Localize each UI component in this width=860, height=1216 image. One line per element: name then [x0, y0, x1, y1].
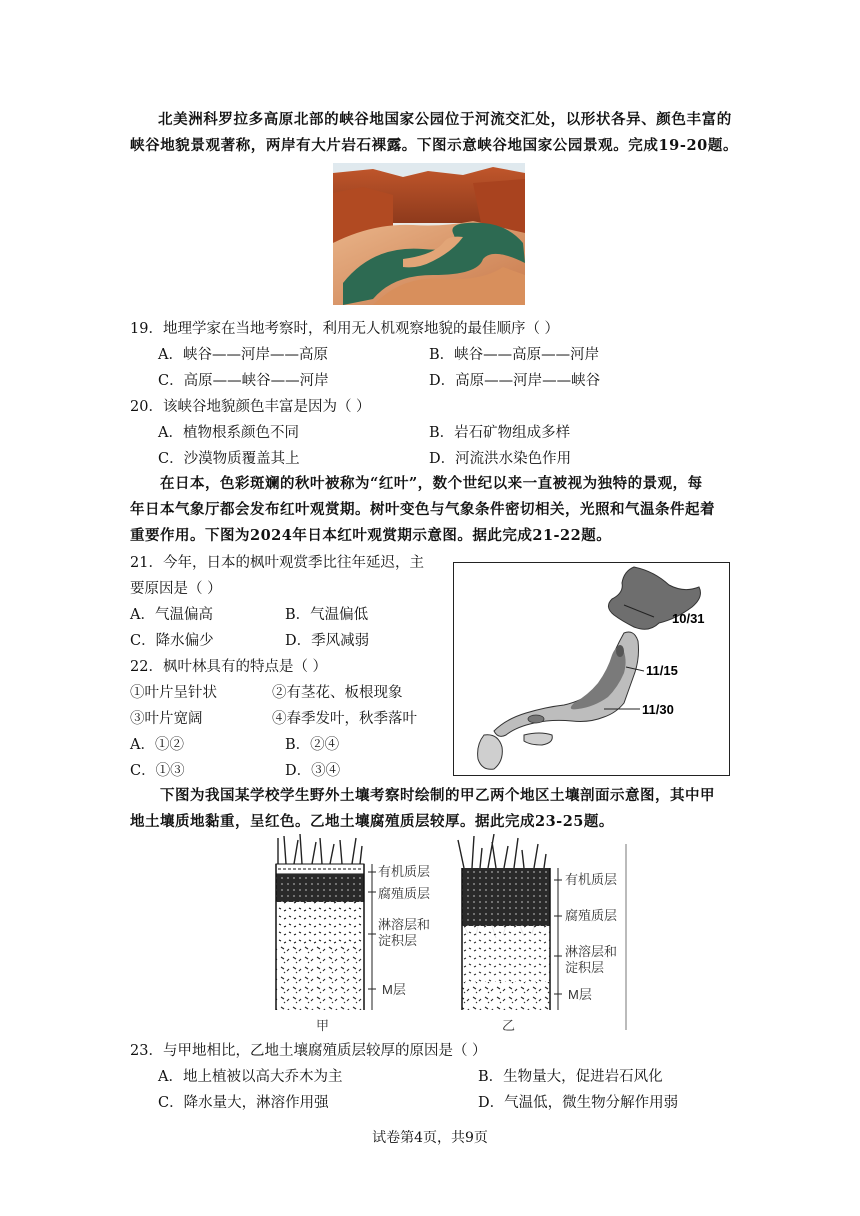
passage3-line1: 下图为我国某学校学生野外土壤考察时绘制的甲乙两个地区土壤剖面示意图，其中甲 — [160, 787, 715, 804]
q19-option-c[interactable]: C．高原——峡谷——河岸 — [158, 373, 329, 389]
q21-stem-line1: 21．今年，日本的枫叶观赏季比往年延迟，主 — [130, 555, 424, 571]
jia-label: 甲 — [316, 1018, 330, 1033]
japan-autumn-leaves-map — [453, 562, 730, 776]
shikoku-region — [524, 733, 552, 745]
jia-layer3b: 淀积层 — [378, 933, 418, 948]
passage1-line2: 峡谷地貌景观著称，两岸有大片岩石裸露。下图示意峡谷地国家公园景观。完成19-20题。 — [130, 137, 739, 154]
soil-profile-figure — [268, 834, 628, 1034]
q19-option-b[interactable]: B．峡谷——高原——河岸 — [429, 347, 600, 363]
passage2-line3: 重要作用。下图为2024年日本红叶观赏期示意图。据此完成21-22题。 — [130, 527, 612, 544]
q22-statement-3: ③叶片宽阔 — [130, 711, 203, 727]
yi-layer4: M层 — [568, 987, 592, 1002]
jia-layer4: M层 — [382, 982, 406, 997]
q22-stem: 22．枫叶林具有的特点是（ ） — [130, 659, 328, 675]
q21-option-d[interactable]: D．季风减弱 — [285, 633, 370, 649]
q21-stem-line2: 要原因是（ ） — [130, 581, 222, 597]
q21-option-a[interactable]: A．气温偏高 — [130, 607, 213, 623]
q22-statement-4: ④春季发叶，秋季落叶 — [272, 711, 417, 727]
yi-layer3a: 淋溶层和 — [565, 944, 618, 959]
page-footer: 试卷第4页，共9页 — [372, 1130, 488, 1146]
q21-option-c[interactable]: C．降水偏少 — [130, 633, 214, 649]
q22-option-d[interactable]: D．③④ — [285, 763, 341, 779]
yi-layer1: 有机质层 — [565, 872, 618, 887]
q23-option-a[interactable]: A．地上植被以高大乔木为主 — [158, 1069, 343, 1085]
map-label-1130: 11/30 — [642, 702, 674, 717]
passage3-line2: 地土壤质地黏重，呈红色。乙地土壤腐殖质层较厚。据此完成23-25题。 — [130, 813, 614, 830]
q22-option-b[interactable]: B．②④ — [285, 737, 340, 753]
q20-option-a[interactable]: A．植物根系颜色不同 — [158, 425, 299, 441]
kyushu-region — [478, 735, 503, 770]
q19-stem: 19．地理学家在当地考察时，利用无人机观察地貌的最佳顺序（ ） — [130, 321, 560, 337]
jia-layer1: 有机质层 — [378, 864, 431, 879]
q22-statement-2: ②有茎花、板根现象 — [272, 685, 403, 701]
q23-option-b[interactable]: B．生物量大，促进岩石风化 — [478, 1069, 663, 1085]
soil-column-yi — [458, 834, 550, 1010]
q19-option-a[interactable]: A．峡谷——河岸——高原 — [158, 347, 328, 363]
q21-option-b[interactable]: B．气温偏低 — [285, 607, 369, 623]
yi-layer3b: 淀积层 — [565, 960, 605, 975]
q22-option-c[interactable]: C．①③ — [130, 763, 185, 779]
yi-label: 乙 — [502, 1018, 516, 1033]
q20-stem: 20．该峡谷地貌颜色丰富是因为（ ） — [130, 399, 371, 415]
yi-layer2: 腐殖质层 — [565, 908, 618, 923]
q19-option-d[interactable]: D．高原——河岸——峡谷 — [429, 373, 601, 389]
q23-stem: 23．与甲地相比，乙地土壤腐殖质层较厚的原因是（ ） — [130, 1043, 487, 1059]
jia-layer2: 腐殖质层 — [378, 886, 431, 901]
q23-option-c[interactable]: C．降水量大，淋溶作用强 — [158, 1095, 329, 1111]
passage1-line1: 北美洲科罗拉多高原北部的峡谷地国家公园位于河流交汇处，以形状各异、颜色丰富的 — [158, 111, 732, 128]
q23-option-d[interactable]: D．气温低，微生物分解作用弱 — [478, 1095, 679, 1111]
q20-option-b[interactable]: B．岩石矿物组成多样 — [429, 425, 571, 441]
q22-statement-1: ①叶片呈针状 — [130, 685, 217, 701]
passage2-line2: 年日本气象厅都会发布红叶观赏期。树叶变色与气象条件密切相关，光照和气温条件起着 — [130, 501, 715, 518]
q22-option-a[interactable]: A．①② — [130, 737, 184, 753]
map-label-1031: 10/31 — [672, 611, 705, 626]
q20-option-d[interactable]: D．河流洪水染色作用 — [429, 451, 572, 467]
q20-option-c[interactable]: C．沙漠物质覆盖其上 — [158, 451, 300, 467]
jia-layer3a: 淋溶层和 — [378, 917, 431, 932]
soil-column-jia — [276, 834, 364, 1010]
map-label-1115: 11/15 — [646, 663, 678, 678]
passage2-line1: 在日本，色彩斑斓的秋叶被称为“红叶”，数个世纪以来一直被视为独特的景观，每 — [160, 475, 703, 492]
canyon-photo — [333, 163, 525, 305]
